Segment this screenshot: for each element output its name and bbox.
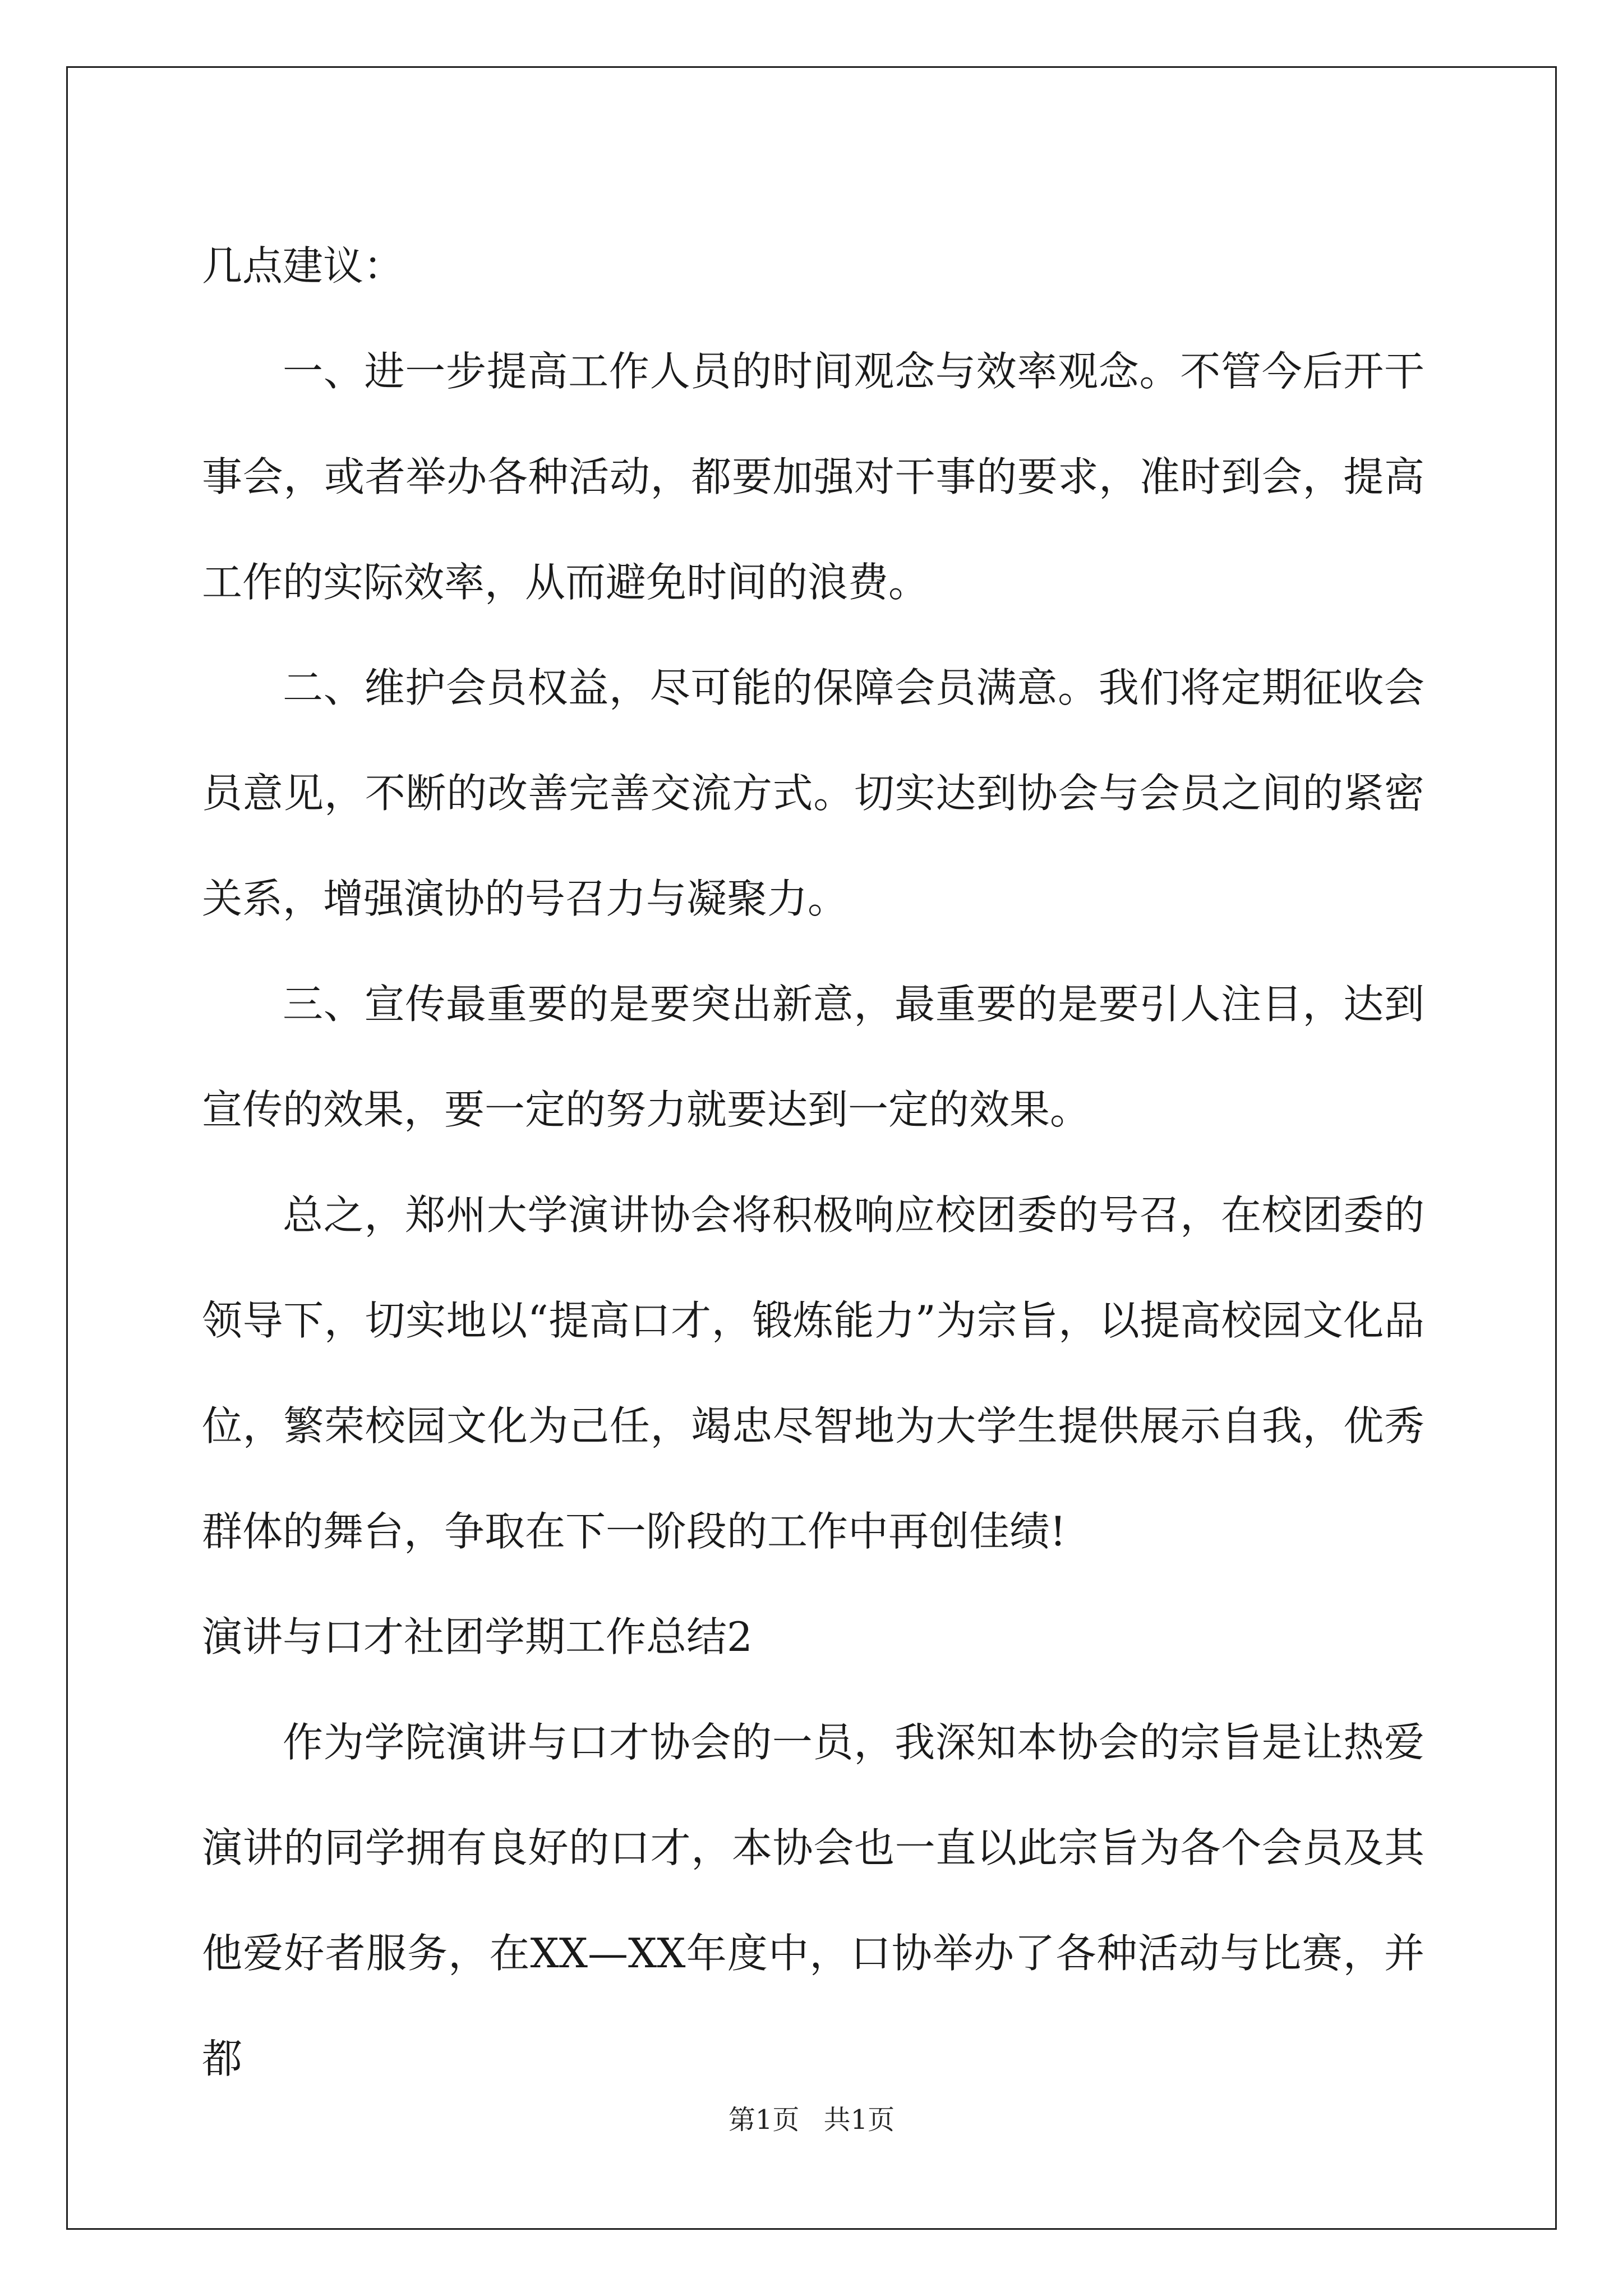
page-footer <box>0 2098 1623 2137</box>
paragraph-conclusion: 总之，郑州大学演讲协会将积极响应校团委的号召，在校团委的领导下，切实地以“提高口才，锻炼能力”为宗旨，以提高校园文化品位，繁荣校园文化为己任，竭忠尽智地为大学生提供展示自我，优秀群体的舞台，争取在下一阶段的工作中再创佳绩! <box>202 1191 1424 1555</box>
paragraph-intro: 几点建议： <box>202 242 404 289</box>
page-number: 第1页 <box>728 2104 800 2136</box>
paragraph-suggestion-2: 二、维护会员权益，尽可能的保障会员满意。我们将定期征收会员意见，不断的改善完善交流方式。切实达到协会与会员之间的紧密关系，增强演协的号召力与凝聚力。 <box>202 664 1424 922</box>
page-total: 共1页 <box>823 2104 895 2136</box>
paragraph-suggestion-3: 三、宣传最重要的是要突出新意，最重要的是要引人注目，达到宣传的效果，要一定的努力就要达到一定的效果。 <box>202 981 1424 1133</box>
document-body <box>202 213 1424 2111</box>
section-title: 演讲与口才社团学期工作总结2 <box>202 1613 753 1660</box>
paragraph-section2-intro: 作为学院演讲与口才协会的一员，我深知本协会的宗旨是让热爱演讲的同学拥有良好的口才，本协会也一直以此宗旨为各个会员及其他爱好者服务，在XX—XX年度中，口协举办了各种活动与比赛，并都 <box>202 1719 1424 2082</box>
paragraph-suggestion-1: 一、进一步提高工作人员的时间观念与效率观念。不管今后开干事会，或者举办各种活动，都要加强对干事的要求，准时到会，提高工作的实际效率，从而避免时间的浪费。 <box>202 348 1424 606</box>
